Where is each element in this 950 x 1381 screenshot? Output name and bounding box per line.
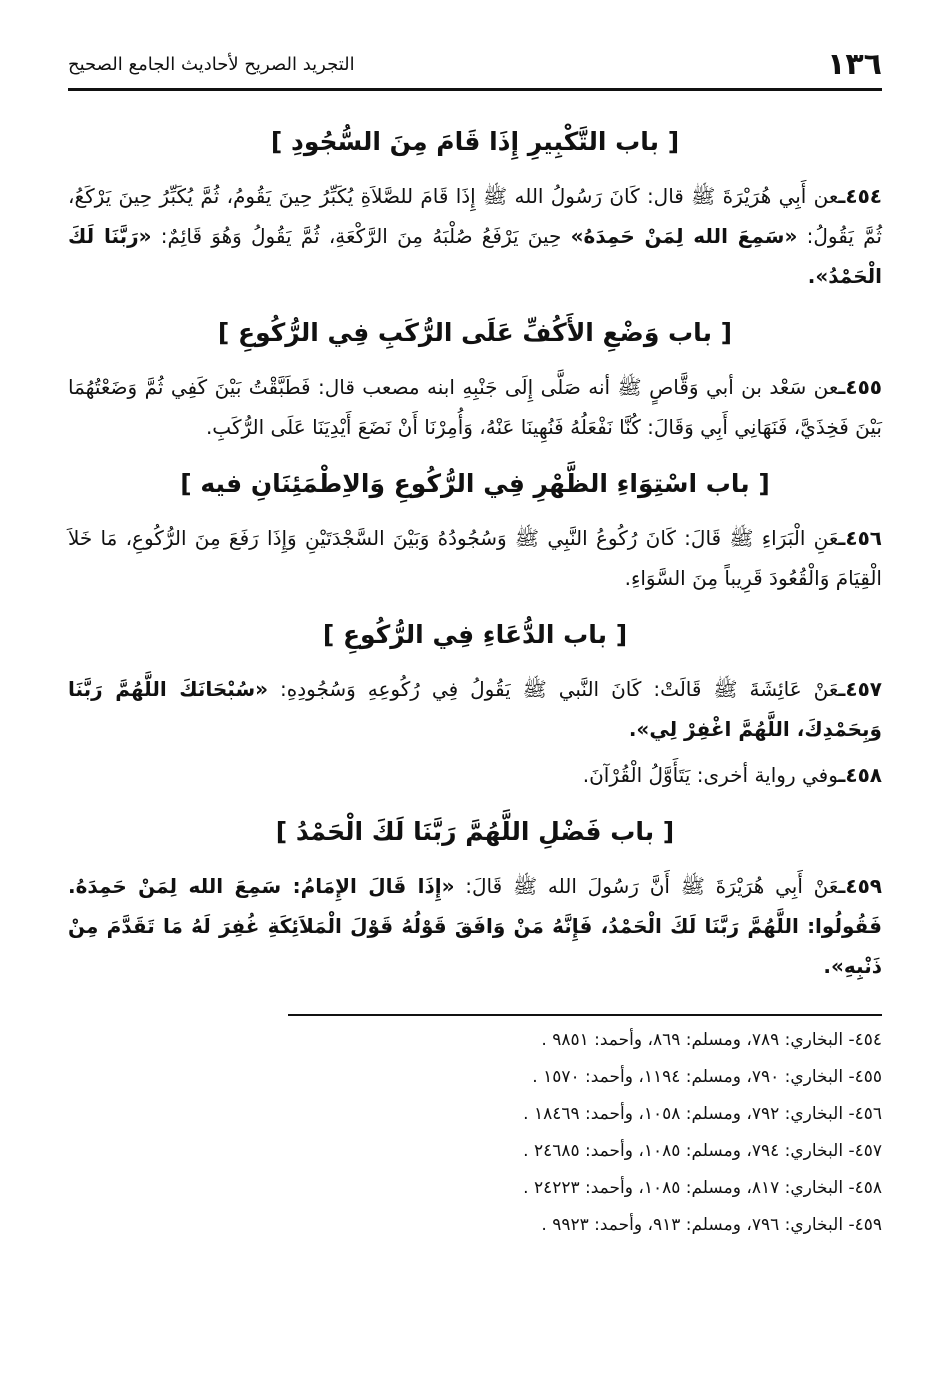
- hadith-455: [68, 367, 882, 447]
- hadith-454: [68, 176, 882, 296]
- chapter-heading: [ باب فَضْلِ اللَّهُمَّ رَبَّنَا لَكَ الْحَمْدُ ]: [275, 817, 675, 846]
- hadith-quote: «سُبْحَانَكَ اللَّهُمَّ رَبَّنَا وَبِحَمْدِكَ، اللَّهُمَّ اغْفِرْ لِي».: [68, 677, 882, 741]
- hadith-text: عَنْ أَبِي هُرَيْرَةَ ﷺ أَنَّ رَسُولَ الله ﷺ قَالَ:: [454, 874, 839, 898]
- hadith-text: وفي رواية أخرى: يَتَأَوَّلُ الْقُرْآنَ.: [582, 763, 839, 787]
- running-title: التجريد الصريح لأحاديث الجامع الصحيح: [68, 53, 355, 75]
- footnote: ٤٥٥- البخاري: ٧٩٠، ومسلم: ١١٩٤، وأحمد: ١٥٧٠ .: [532, 1067, 882, 1087]
- book-page: [68, 40, 882, 1341]
- hadith-number: ٤٥٤ـ: [838, 184, 882, 208]
- footnote: ٤٥٧- البخاري: ٧٩٤، ومسلم: ١٠٨٥، وأحمد: ٢٤٦٨٥ .: [523, 1141, 882, 1161]
- page-content: [68, 127, 882, 1244]
- hadith-quote: «سَمِعَ الله لِمَنْ حَمِدَهُ»: [570, 224, 798, 248]
- hadith-number: ٤٥٨ـ: [838, 763, 882, 787]
- hadith-459: [68, 866, 882, 986]
- hadith-number: ٤٥٩ـ: [838, 874, 882, 898]
- footnote: ٤٥٩- البخاري: ٧٩٦، ومسلم: ٩١٣، وأحمد: ٩٩٢٣ .: [541, 1215, 882, 1235]
- chapter-heading: [ باب التَّكْبِيرِ إِذَا قَامَ مِنَ السُّجُودِ ]: [270, 127, 680, 156]
- hadith-number: ٤٥٧ـ: [838, 677, 882, 701]
- page-header: [68, 40, 882, 91]
- footnote: ٤٥٤- البخاري: ٧٨٩، ومسلم: ٨٦٩، وأحمد: ٩٨٥١ .: [541, 1030, 882, 1050]
- hadith-456: [68, 518, 882, 598]
- footnotes: [288, 1014, 882, 1244]
- chapter-heading: [ باب اسْتِوَاءِ الظَّهْرِ فِي الرُّكُوعِ وَالاِطْمَئِنَانِ فيه ]: [180, 469, 770, 498]
- hadith-457: [68, 669, 882, 749]
- footnote: ٤٥٨- البخاري: ٨١٧، ومسلم: ١٠٨٥، وأحمد: ٢٤٢٢٣ .: [523, 1178, 882, 1198]
- hadith-text: عَنِ الْبَرَاءِ ﷺ قَالَ: كَانَ رُكُوعُ النَّبِي ﷺ وَسُجُودُهُ وَبَيْنَ السَّجْدَتَيْنِ وَإِذَا رَفَعَ مِنَ الرُّكُوعِ، مَا خَلاَ الْقِيَامَ وَالْقُعُودَ قَرِيباً مِنَ السَّوَاءِ.: [68, 526, 882, 590]
- hadith-text: عَنْ عَائِشَةَ ﷺ قَالَتْ: كَانَ النَّبي ﷺ يَقُولُ فِي رُكُوعِهِ وَسُجُودِهِ:: [268, 677, 839, 701]
- footnote: ٤٥٦- البخاري: ٧٩٢، ومسلم: ١٠٥٨، وأحمد: ١٨٤٦٩ .: [523, 1104, 882, 1124]
- hadith-text: عن سَعْد بن أبي وَقَّاصٍ ﷺ أنه صَلَّى إِلَى جَنْبِهِ ابنه مصعب قال: فَطَبَّقْتُ بَيْنَ كَفِي ثُمَّ وَضَعْتُهُمَا بَيْنَ فَخِذَيَّ، فَنَهَانِي أَبِي وَقَالَ: كُنَّا نَفْعَلُهُ فَنُهِينَا عَنْهُ، وَأُمِرْنَا أَنْ نَضَعَ أَيْدِيَنَا عَلَى الرُّكَبِ.: [68, 375, 882, 439]
- chapter-heading: [ باب وَضْعِ الأَكُفِّ عَلَى الرُّكَبِ فِي الرُّكُوعِ ]: [217, 318, 733, 347]
- hadith-number: ٤٥٥ـ: [838, 375, 882, 399]
- hadith-number: ٤٥٦ـ: [838, 526, 882, 550]
- chapter-heading: [ باب الدُّعَاءِ فِي الرُّكُوعِ ]: [322, 620, 628, 649]
- page-number: ١٣٦: [827, 46, 882, 82]
- hadith-458: [68, 755, 882, 795]
- hadith-text: عن أَبِي هُرَيْرَةَ ﷺ قال: كَانَ رَسُولُ الله ﷺ إِذَا قَامَ للصَّلاَةِ يُكَبِّرُ حِينَ يَقُومُ، ثُمَّ يُكَبِّرُ حِينَ يَرْكَعُ، ثُمَّ يَقُولُ:: [68, 184, 882, 248]
- hadith-text: حِينَ يَرْفَعُ صُلْبَهُ مِنَ الرَّكْعَةِ، ثُمَّ يَقُولُ وَهُوَ قَائِمٌ:: [151, 224, 571, 248]
- hadith-quote: «رَبَّنَا لَكَ الْحَمْدُ».: [68, 224, 882, 288]
- hadith-quote: «إِذَا قَالَ الإِمَامُ: سَمِعَ الله لِمَنْ حَمِدَهُ. فَقُولُوا: اللَّهُمَّ رَبَّنَا لَكَ الْحَمْدُ، فَإِنَّهُ مَنْ وَافَقَ قَوْلُهُ قَوْلَ الْمَلاَئِكَةِ غُفِرَ لَهُ مَا تَقَدَّمَ مِنْ ذَنْبِهِ».: [68, 874, 882, 978]
